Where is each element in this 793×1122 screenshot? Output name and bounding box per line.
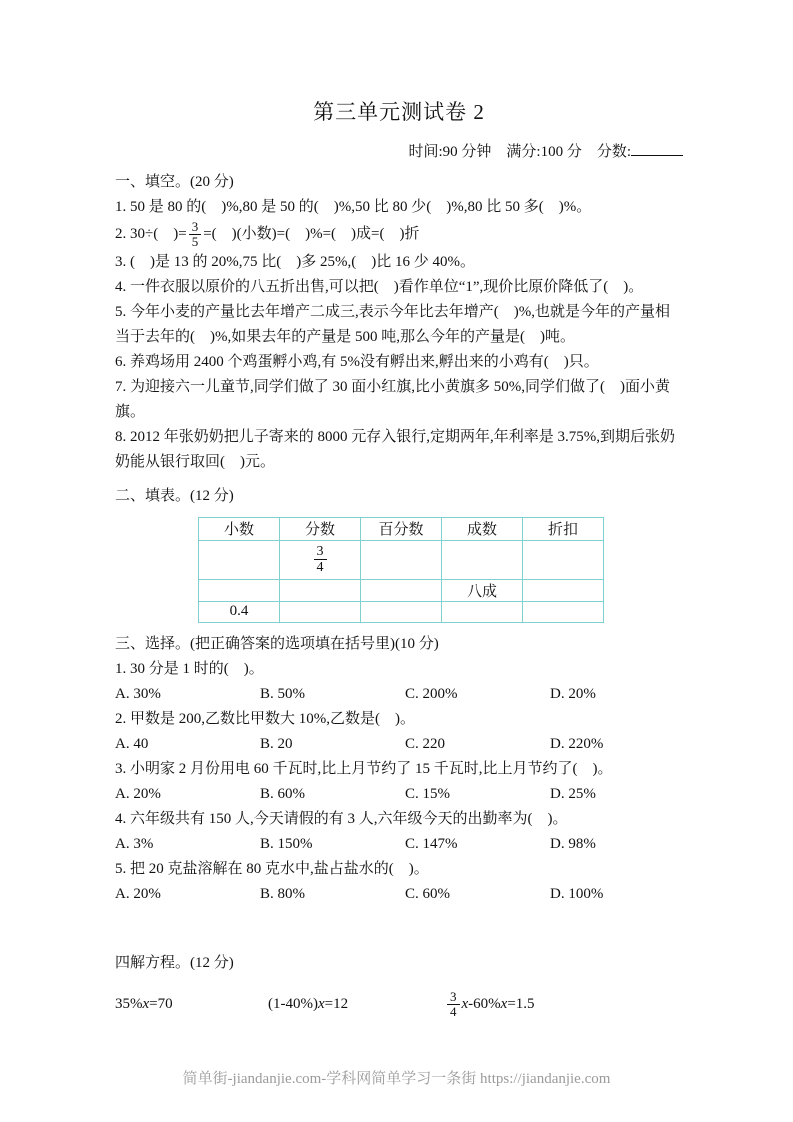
- option-a: A. 3%: [115, 835, 154, 852]
- section3-heading: 三、选择。(把正确答案的选项填在括号里)(10 分): [115, 635, 439, 652]
- equation-2: [268, 996, 445, 1013]
- option-d: D. 25%: [550, 785, 596, 802]
- cell-fraction-three-quarters: [280, 540, 361, 579]
- fill-q7: 7. 为迎接六一儿童节,同学们做了 30 面小红旗,比小黄旗多 50%,同学们做了( )面小黄旗。: [115, 378, 670, 420]
- score-blank-line: [631, 151, 683, 156]
- conversion-table-wrap: [198, 517, 683, 623]
- cell-bacheng: 八成: [442, 579, 523, 601]
- choice-q1-stem: 1. 30 分是 1 时的( )。: [115, 660, 264, 677]
- option-b: B. 60%: [260, 785, 305, 802]
- fill-q2-pre: 2. 30÷( )=: [115, 226, 187, 243]
- fraction-numerator: 3: [189, 220, 202, 235]
- section2-heading: 二、填表。(12 分): [115, 487, 234, 504]
- fill-q1: 1. 50 是 80 的( )%,80 是 50 的( )%,50 比 80 少( )%,80 比 50 多( )%。: [115, 199, 592, 216]
- choice-q3-stem: 3. 小明家 2 月份用电 60 千瓦时,比上月节约了 15 千瓦时,比上月节约了( )。: [115, 760, 613, 777]
- fraction-denominator: 5: [191, 234, 199, 250]
- fraction-numerator: 3: [314, 544, 327, 560]
- option-a: A. 20%: [115, 785, 161, 802]
- cell-empty: [361, 601, 442, 622]
- fraction-three-fifths: [189, 220, 202, 250]
- option-c: C. 15%: [405, 785, 450, 802]
- cell-empty: [280, 579, 361, 601]
- choice-q2-options: [115, 732, 683, 757]
- table-header-row: [199, 517, 604, 540]
- fraction-three-quarters: [447, 990, 460, 1020]
- fill-q8: 8. 2012 年张奶奶把儿子寄来的 8000 元存入银行,定期两年,年利率是 3.75%,到期后张奶奶能从银行取回( )元。: [115, 428, 675, 470]
- fill-q6: 6. 养鸡场用 2400 个鸡蛋孵小鸡,有 5%没有孵出来,孵出来的小鸡有( )只。: [115, 353, 599, 370]
- cell-empty: [199, 540, 280, 579]
- equation-3-variable-1: x: [461, 995, 469, 1012]
- meta-line: [115, 140, 683, 161]
- section4-heading: 四解方程。(12 分): [115, 954, 234, 971]
- fraction-denominator: 4: [450, 1003, 457, 1019]
- cell-empty: [361, 540, 442, 579]
- option-b: B. 50%: [260, 685, 305, 702]
- option-d: D. 220%: [550, 735, 604, 752]
- table-row: [199, 540, 604, 579]
- choice-q5-options: [115, 882, 683, 907]
- footer-watermark: 简单街-jiandanjie.com-学科网简单学习一条街 https://jiandanjie.com: [182, 1071, 611, 1087]
- fill-q2-post: =( )(小数)=( )%=( )成=( )折: [203, 226, 420, 243]
- equation-3-variable-2: x: [500, 995, 508, 1012]
- choice-q2-stem: 2. 甲数是 200,乙数比甲数大 10%,乙数是( )。: [115, 710, 415, 727]
- equation-1-coef: 35%: [115, 995, 143, 1012]
- cell-empty: [523, 601, 604, 622]
- option-c: C. 60%: [405, 885, 450, 902]
- equation-1-rest: =70: [149, 995, 173, 1012]
- page-title: 第三单元测试卷 2: [313, 100, 485, 124]
- cell-empty: [523, 540, 604, 579]
- equation-3-rest: =1.5: [507, 995, 535, 1012]
- equation-3-mid: -60%: [468, 995, 501, 1012]
- option-c: C. 147%: [405, 835, 458, 852]
- option-d: D. 20%: [550, 685, 596, 702]
- conversion-table: [198, 517, 604, 623]
- equation-3: [445, 990, 535, 1020]
- option-a: A. 30%: [115, 685, 161, 702]
- fraction-denominator: 4: [316, 560, 324, 576]
- fill-q4: 4. 一件衣服以原价的八五折出售,可以把( )看作单位“1”,现价比原价降低了( )。: [115, 278, 644, 295]
- cell-empty: [523, 579, 604, 601]
- cell-empty: [442, 540, 523, 579]
- choice-q4-options: [115, 832, 683, 857]
- option-b: B. 20: [260, 735, 293, 752]
- choice-q5-stem: 5. 把 20 克盐溶解在 80 克水中,盐占盐水的( )。: [115, 860, 429, 877]
- equation-1-variable: x: [142, 995, 150, 1012]
- cell-empty: [199, 579, 280, 601]
- table-row: [199, 579, 604, 601]
- fraction-numerator: 3: [447, 990, 460, 1005]
- cell-decimal-value: 0.4: [199, 601, 280, 622]
- option-d: D. 100%: [550, 885, 604, 902]
- col-header-decimal: 小数: [199, 517, 280, 540]
- equation-2-variable: x: [317, 995, 325, 1012]
- cell-empty: [361, 579, 442, 601]
- fraction-three-quarters: [314, 544, 327, 576]
- fill-q2: [115, 220, 683, 250]
- table-row: [199, 601, 604, 622]
- option-d: D. 98%: [550, 835, 596, 852]
- section1-heading: 一、填空。(20 分): [115, 174, 234, 191]
- col-header-fraction: 分数: [280, 517, 361, 540]
- fill-q3: 3. ( )是 13 的 20%,75 比( )多 25%,( )比 16 少 40%。: [115, 253, 475, 270]
- equations-row: [115, 990, 683, 1020]
- paper-content: [115, 0, 683, 1019]
- choice-q1-options: [115, 682, 683, 707]
- option-b: B. 80%: [260, 885, 305, 902]
- option-c: C. 200%: [405, 685, 458, 702]
- fill-q5: 5. 今年小麦的产量比去年增产二成三,表示今年比去年增产( )%,也就是今年的产量相当于去年的( )%,如果去年的产量是 500 吨,那么今年的产量是( )吨。: [115, 303, 670, 345]
- choice-q3-options: [115, 782, 683, 807]
- cell-empty: [442, 601, 523, 622]
- option-c: C. 220: [405, 735, 446, 752]
- cell-empty: [280, 601, 361, 622]
- meta-text: 时间:90 分钟 满分:100 分 分数:: [408, 144, 631, 161]
- option-b: B. 150%: [260, 835, 313, 852]
- option-a: A. 20%: [115, 885, 161, 902]
- col-header-chengshu: 成数: [442, 517, 523, 540]
- option-a: A. 40: [115, 735, 149, 752]
- choice-q4-stem: 4. 六年级共有 150 人,今天请假的有 3 人,六年级今天的出勤率为( )。: [115, 810, 568, 827]
- col-header-percentage: 百分数: [361, 517, 442, 540]
- col-header-discount: 折扣: [523, 517, 604, 540]
- equation-2-coef: (1-40%): [268, 995, 318, 1012]
- equation-1: [115, 996, 268, 1013]
- equation-2-rest: =12: [324, 995, 349, 1012]
